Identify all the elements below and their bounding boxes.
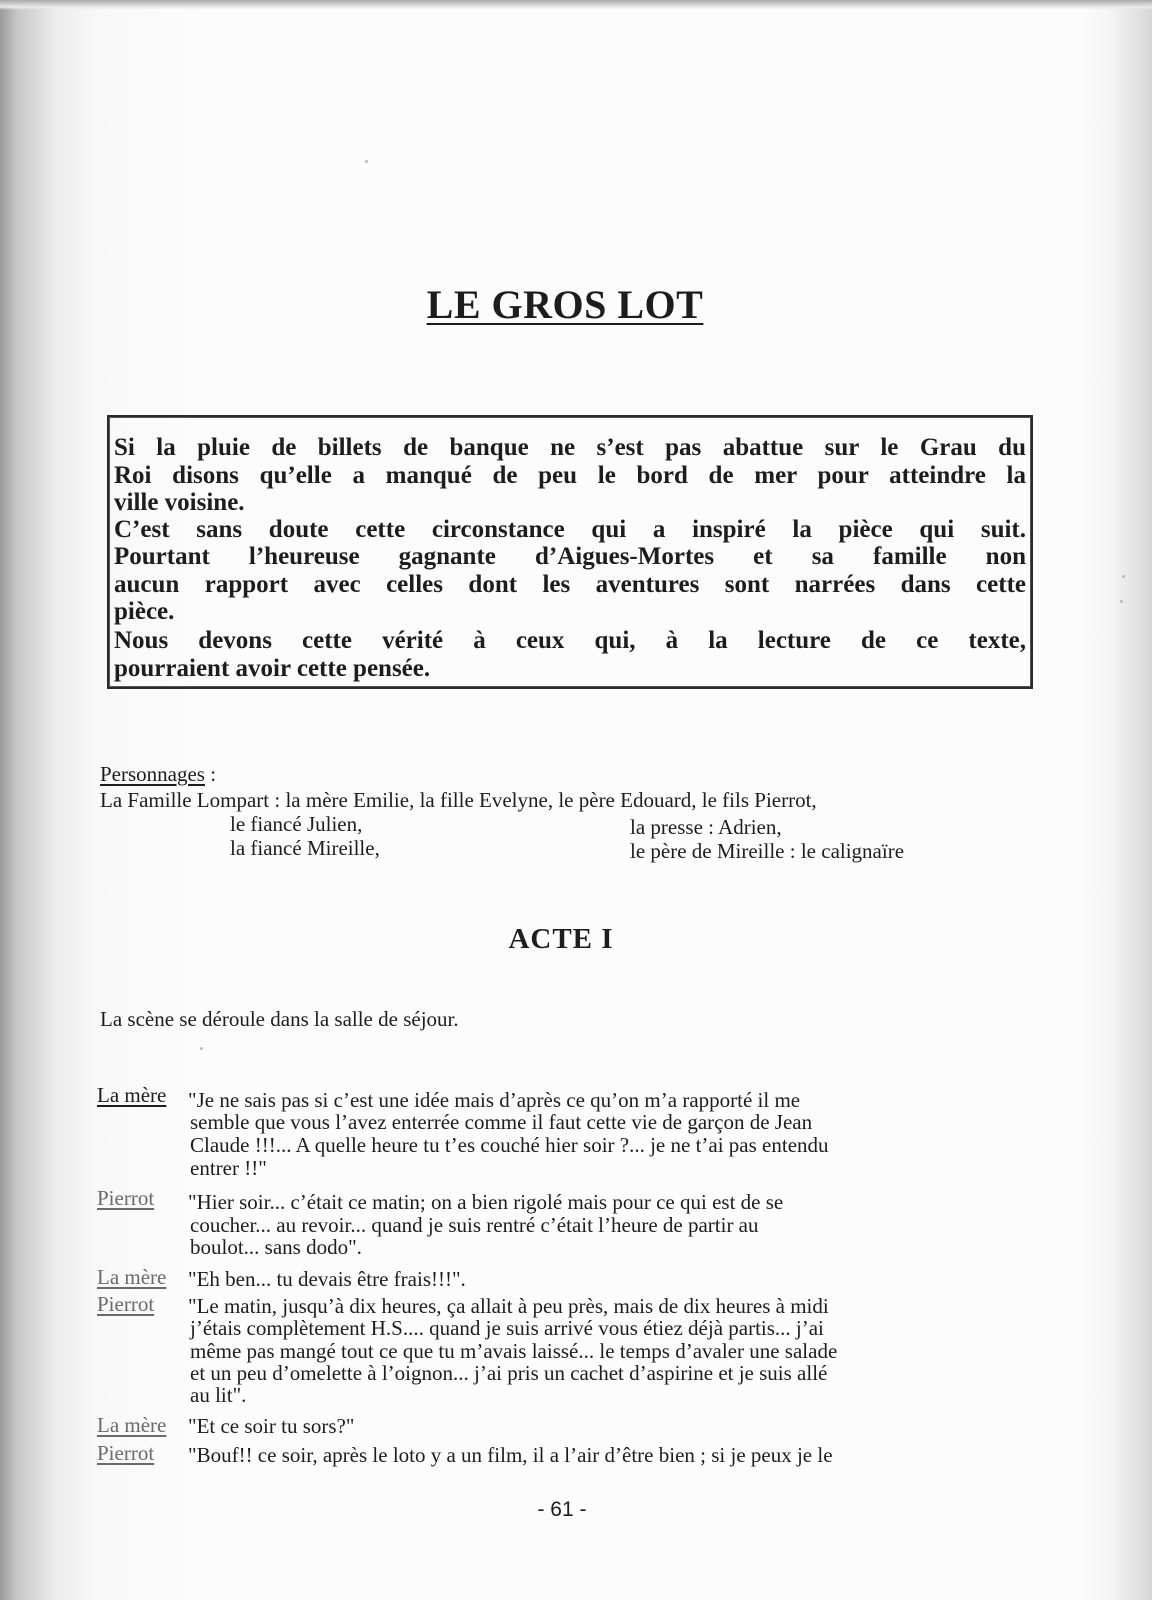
scan-speck xyxy=(1122,575,1125,578)
play-title: LE GROS LOT xyxy=(426,282,704,327)
speech-line: au lit". xyxy=(190,1383,247,1407)
scan-speck xyxy=(1120,600,1123,603)
speaker-name: Pierrot xyxy=(97,1441,155,1465)
speech-line: même pas mangé tout ce que tu m’avais laissé... le temps d’avaler une salade xyxy=(190,1339,838,1363)
scan-top-edge xyxy=(0,0,1152,10)
intro-line: ville voisine. xyxy=(114,489,245,516)
intro-line: Pourtant l’heureuse gagnante d’Aigues-Mortes et sa famille non xyxy=(114,543,1026,570)
speech-line: "Je ne sais pas si c’est une idée mais d’après ce qu’on m’a rapporté il me xyxy=(188,1088,801,1112)
character-left: la fiancé Mireille, xyxy=(230,836,380,860)
speaker-name: La mère xyxy=(97,1265,167,1289)
character-right: le père de Mireille : le calignaïre xyxy=(630,839,905,863)
speech-line: "Et ce soir tu sors?" xyxy=(188,1414,355,1438)
speech-line: "Bouf!! ce soir, après le loto y a un film, il a l’air d’être bien ; si je peux je le xyxy=(188,1443,833,1467)
act-title: ACTE I xyxy=(508,923,614,955)
speech-line: j’étais complètement H.S.... quand je suis arrivé vous étiez déjà partis... j’ai xyxy=(190,1316,824,1340)
character-left: le fiancé Julien, xyxy=(230,812,363,836)
scan-speck xyxy=(365,160,368,163)
speech-line: "Hier soir... c’était ce matin; on a bien rigolé mais pour ce qui est de se xyxy=(188,1190,784,1214)
speech-line: entrer !!" xyxy=(190,1156,267,1180)
speech-line: boulot... sans dodo". xyxy=(190,1235,362,1259)
intro-line: Nous devons cette vérité à ceux qui, à la lecture de ce texte, xyxy=(114,627,1026,654)
speech-line: Claude !!!... A quelle heure tu t’es couché hier soir ?... je ne t’ai pas entendu xyxy=(190,1133,829,1157)
intro-line: Si la pluie de billets de banque ne s’est pas abattue sur le Grau du xyxy=(114,434,1026,461)
speaker-name: La mère xyxy=(97,1083,167,1107)
scene-setting: La scène se déroule dans la salle de séjour. xyxy=(100,1007,459,1031)
character-right: la presse : Adrien, xyxy=(630,815,782,839)
intro-line: aucun rapport avec celles dont les aventures sont narrées dans cette xyxy=(114,571,1026,598)
page-number: - 61 - xyxy=(537,1498,587,1521)
intro-line: Roi disons qu’elle a manqué de peu le bord de mer pour atteindre la xyxy=(114,462,1026,489)
speech-line: semble que vous l’avez enterrée comme il faut cette vie de garçon de Jean xyxy=(190,1110,813,1134)
scan-speck xyxy=(200,1047,203,1050)
speech-line: et un peu d’omelette à l’oignon... j’ai pris un cachet d’aspirine et je suis allé xyxy=(190,1361,828,1385)
intro-line: pièce. xyxy=(114,598,175,625)
speaker-name: Pierrot xyxy=(97,1186,155,1210)
speech-line: "Eh ben... tu devais être frais!!!". xyxy=(188,1267,466,1291)
intro-line: pourraient avoir cette pensée. xyxy=(114,655,431,682)
speaker-name: La mère xyxy=(97,1413,167,1437)
characters-family: La Famille Lompart : la mère Emilie, la fille Evelyne, le père Edouard, le fils Pierrot, xyxy=(100,788,817,812)
speaker-name: Pierrot xyxy=(97,1292,155,1316)
speech-line: "Le matin, jusqu’à dix heures, ça allait à peu près, mais de dix heures à midi xyxy=(188,1294,829,1318)
characters-heading: Personnages : xyxy=(100,762,217,786)
intro-line: C’est sans doute cette circonstance qui a inspiré la pièce qui suit. xyxy=(114,516,1026,543)
speech-line: coucher... au revoir... quand je suis rentré c’était l’heure de partir au xyxy=(190,1213,759,1237)
